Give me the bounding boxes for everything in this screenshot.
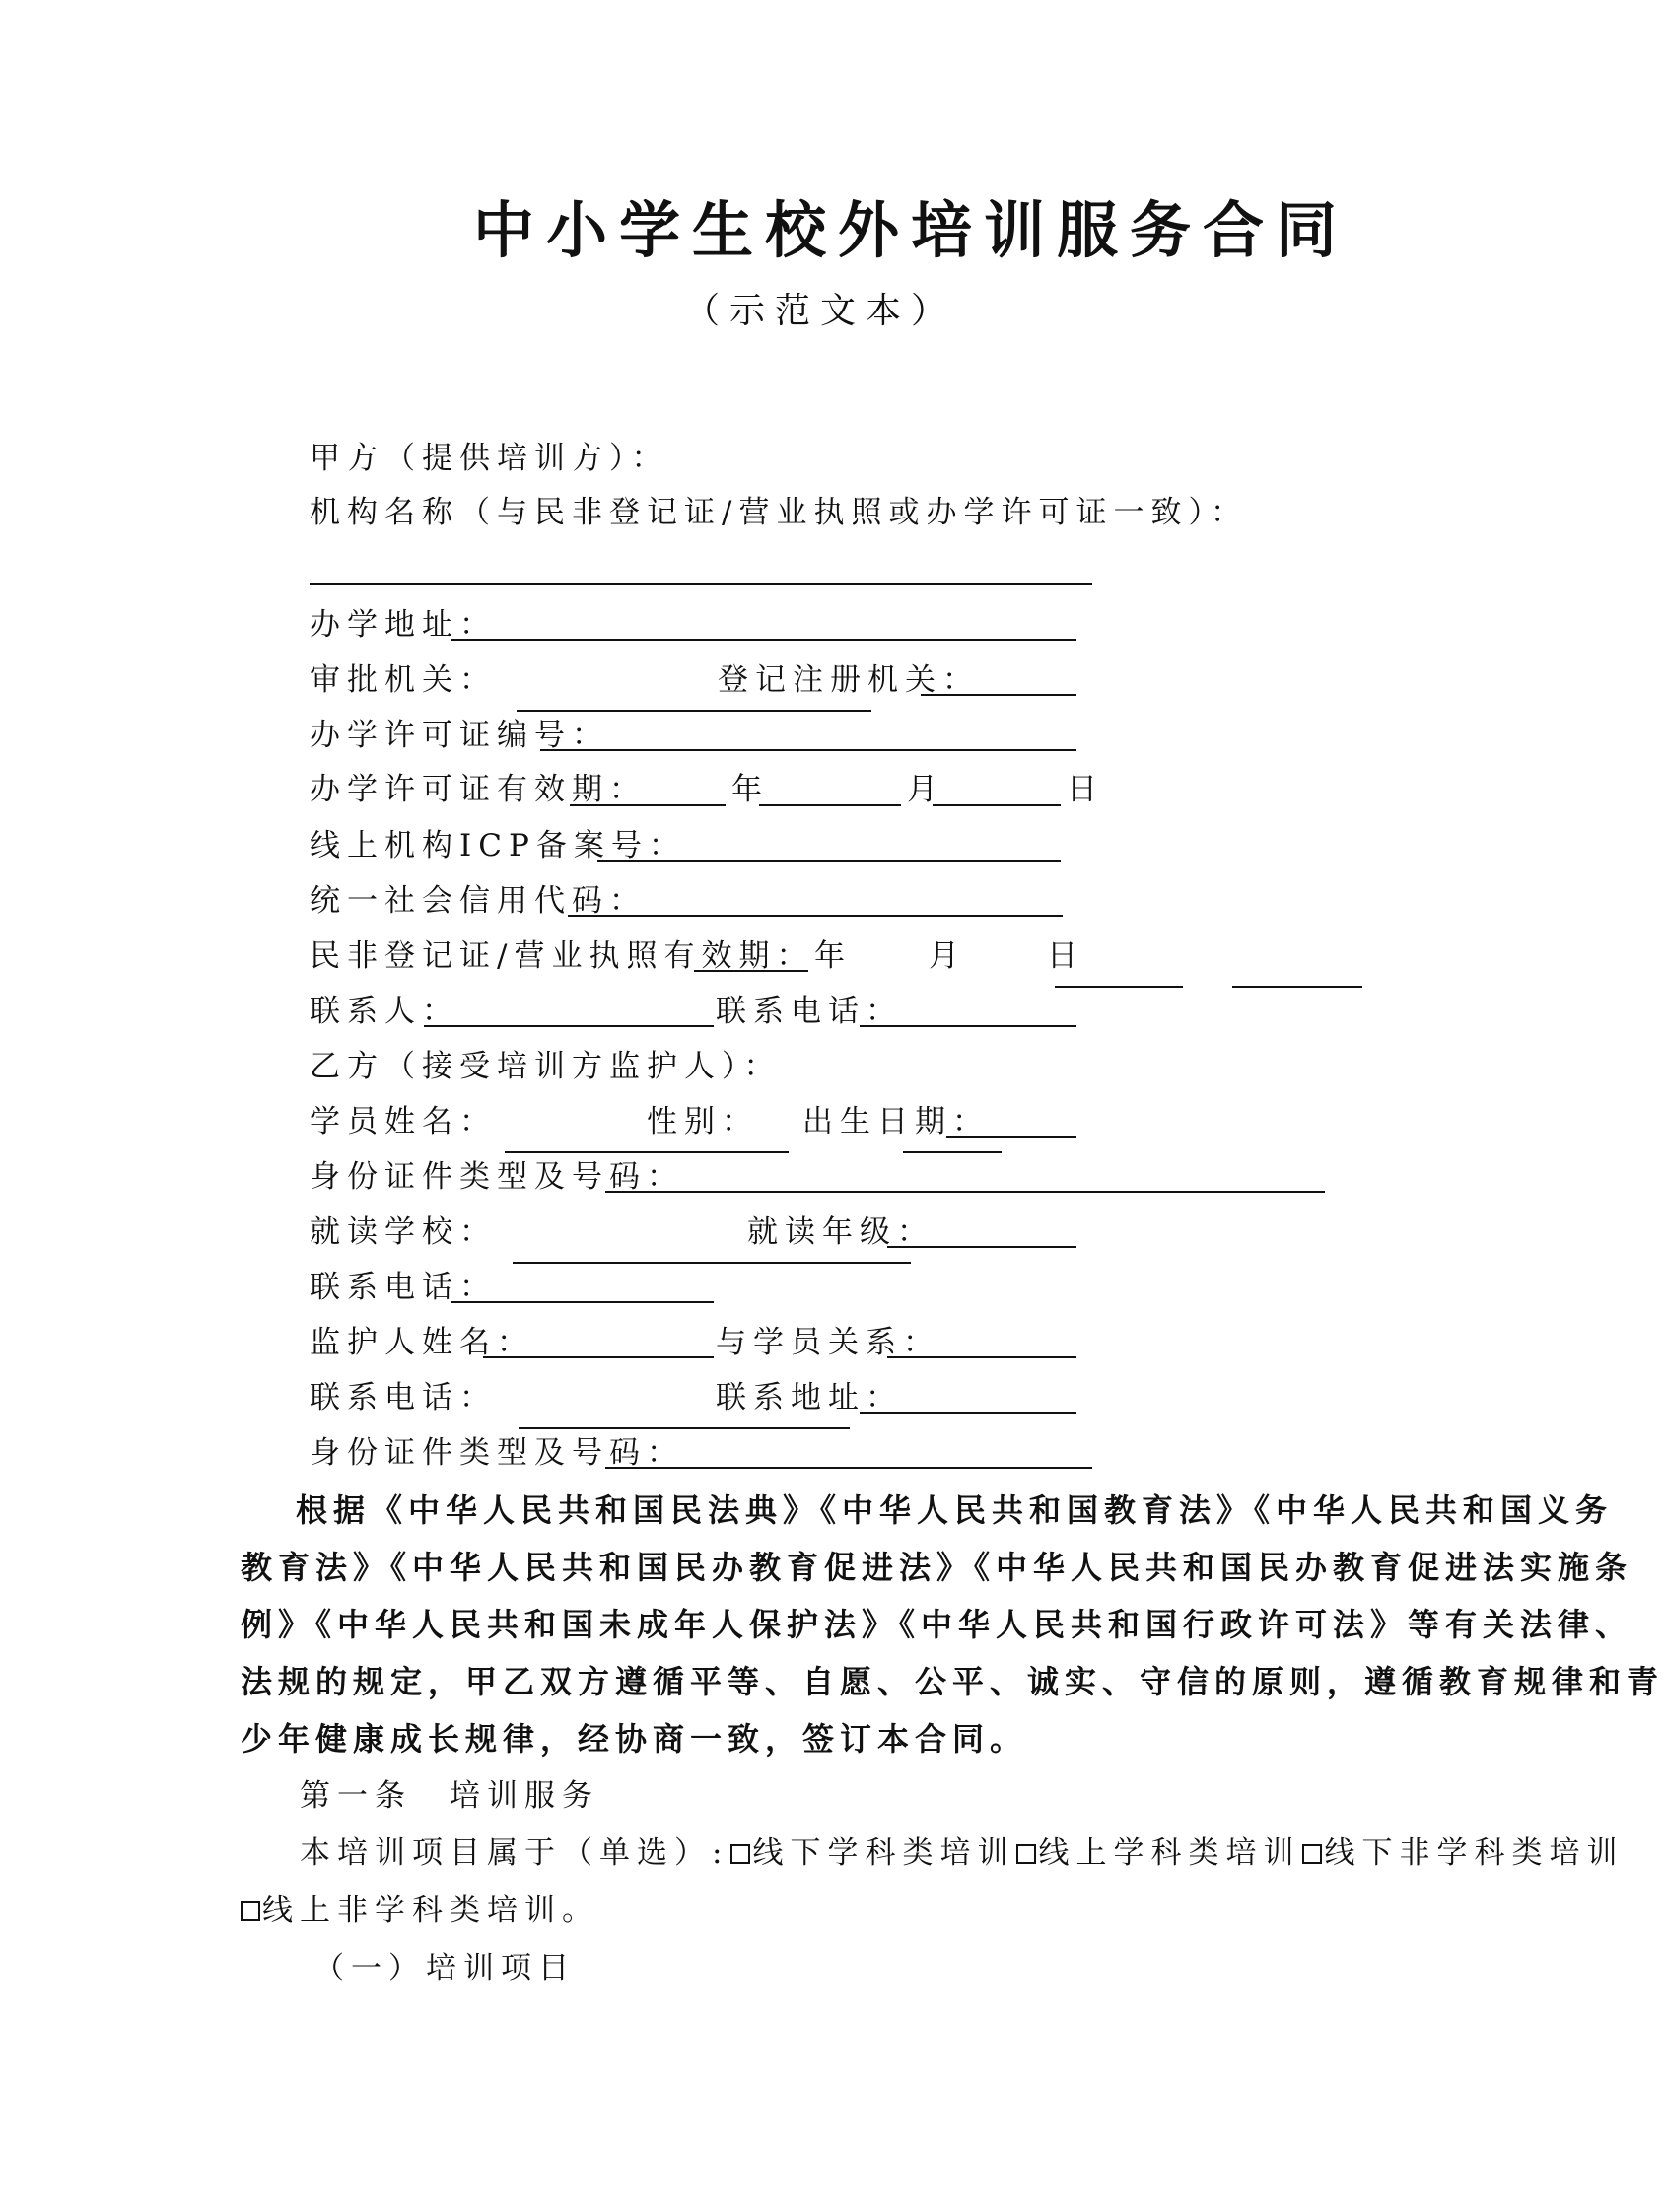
guardian-name-field[interactable] (483, 1356, 714, 1358)
birth-date-label: 出生日期： (802, 1104, 990, 1140)
reg-day-field[interactable] (1232, 986, 1362, 988)
guardian-id-label: 身份证件类型及号码： (310, 1435, 684, 1471)
contact-phone-label: 联系电话： (716, 994, 903, 1029)
reg-month-unit: 月 (929, 938, 966, 974)
guardian-address-field[interactable] (860, 1412, 1076, 1414)
option-online-academic-label: 线上学科类培训 (1038, 1835, 1301, 1871)
party-b-header: 乙方（接受培训方监护人）： (310, 1049, 782, 1084)
license-no-field[interactable] (540, 749, 1076, 751)
day-unit: 日 (1067, 772, 1104, 807)
preamble-line-4: 法规的规定，甲乙双方遵循平等、自愿、公平、诚实、守信的原则，遵循教育规律和青 (241, 1663, 1664, 1700)
option-online-nonacademic-label: 线上非学科类培训。 (262, 1893, 599, 1928)
preamble-line-5: 少年健康成长规律，经协商一致，签订本合同。 (241, 1720, 1028, 1758)
party-a-header: 甲方（提供培训方）： (310, 441, 669, 476)
month-unit: 月 (907, 772, 944, 807)
training-project-subheading: （一）培训项目 (313, 1951, 576, 1986)
guardian-name-label: 监护人姓名： (310, 1325, 534, 1360)
gender-label: 性别： (647, 1104, 759, 1140)
student-phone-field[interactable] (451, 1301, 714, 1303)
license-day-field[interactable] (933, 804, 1061, 806)
document-title: 中小学生校外培训服务合同 (473, 194, 1350, 266)
address-field[interactable] (451, 639, 1076, 641)
reg-year-unit: 年 (814, 938, 852, 974)
grade-label: 就读年级： (747, 1214, 935, 1250)
student-name-field[interactable] (505, 1151, 789, 1153)
scope-prefix: 本培训项目属于（单选）: (300, 1835, 729, 1871)
approval-authority-field[interactable] (517, 710, 871, 712)
icp-field[interactable] (597, 860, 1061, 862)
registration-authority-field[interactable] (921, 694, 1076, 696)
guardian-id-field[interactable] (605, 1467, 1092, 1469)
license-month-field[interactable] (759, 804, 901, 806)
reg-day-unit: 日 (1047, 938, 1084, 974)
gender-field[interactable] (903, 1151, 1002, 1153)
credit-code-field[interactable] (568, 915, 1063, 917)
license-validity-label: 办学许可证有效期： (310, 772, 647, 807)
school-field[interactable] (513, 1262, 911, 1264)
license-no-label: 办学许可证编号： (310, 718, 609, 753)
birth-date-field[interactable] (946, 1136, 1076, 1138)
credit-code-label: 统一社会信用代码： (310, 883, 647, 919)
student-name-label: 学员姓名： (310, 1104, 497, 1140)
guardian-address-label: 联系地址： (716, 1380, 903, 1416)
document-subtitle: （示范文本） (684, 291, 957, 331)
preamble-line-1: 根据《中华人民共和国民法典》《中华人民共和国教育法》《中华人民共和国义务 (296, 1491, 1614, 1529)
option-offline-academic-label: 线下学科类培训 (752, 1835, 1015, 1871)
preamble-line-3: 例》《中华人民共和国未成年人保护法》《中华人民共和国行政许可法》等有关法律、 (241, 1606, 1633, 1643)
icp-label: 线上机构ICP备案号： (310, 828, 686, 864)
approval-authority-label: 审批机关： (310, 662, 497, 698)
contact-label: 联系人： (310, 994, 459, 1029)
contact-phone-field[interactable] (860, 1025, 1076, 1027)
org-name-field[interactable] (310, 583, 1092, 585)
contact-field[interactable] (424, 1025, 714, 1027)
license-year-field[interactable] (570, 804, 726, 806)
school-label: 就读学校： (310, 1214, 497, 1250)
org-name-label: 机构名称（与民非登记证/营业执照或办学许可证一致）： (310, 495, 1248, 530)
guardian-phone-field[interactable] (519, 1427, 850, 1429)
option-offline-nonacademic-label: 线下非学科类培训 (1324, 1835, 1625, 1871)
training-scope-line-2 (241, 1893, 599, 1928)
option-offline-academic-checkbox[interactable] (730, 1844, 750, 1864)
reg-year-field[interactable] (694, 970, 808, 972)
article-1-heading: 第一条 培训服务 (300, 1778, 599, 1814)
student-id-field[interactable] (605, 1191, 1325, 1193)
relation-label: 与学员关系： (716, 1325, 940, 1360)
grade-field[interactable] (887, 1246, 1076, 1248)
relation-field[interactable] (887, 1356, 1076, 1358)
option-online-nonacademic-checkbox[interactable] (241, 1901, 260, 1921)
option-offline-nonacademic-checkbox[interactable] (1302, 1844, 1322, 1864)
reg-validity-label: 民非登记证/营业执照有效期： (310, 938, 814, 974)
address-label: 办学地址： (310, 607, 497, 643)
student-id-label: 身份证件类型及号码： (310, 1159, 684, 1195)
option-online-academic-checkbox[interactable] (1016, 1844, 1036, 1864)
training-scope-line (300, 1835, 1625, 1871)
preamble-line-2: 教育法》《中华人民共和国民办教育促进法》《中华人民共和国民办教育促进法实施条 (241, 1549, 1633, 1586)
guardian-phone-label: 联系电话： (310, 1380, 497, 1416)
year-unit: 年 (731, 772, 769, 807)
student-phone-label: 联系电话： (310, 1270, 497, 1305)
reg-month-field[interactable] (1055, 986, 1183, 988)
registration-authority-label: 登记注册机关： (718, 662, 980, 698)
